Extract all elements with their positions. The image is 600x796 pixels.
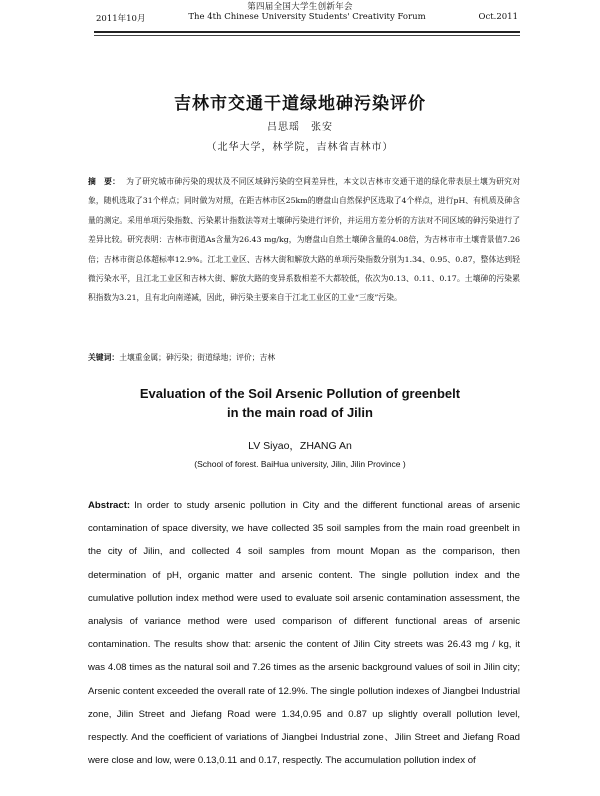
paper-title-cn: 吉林市交通干道绿地砷污染评价: [174, 94, 426, 114]
running-header-date-cn: 2011年10月: [96, 14, 146, 24]
paper-title-en-line2: in the main road of Jilin: [227, 405, 373, 420]
paper-title-en: [0, 384, 600, 422]
abstract-en-label: Abstract:: [88, 500, 131, 511]
affiliation-en: (School of forest. BaiHua university, Jilin, Jilin Province ): [194, 459, 406, 469]
running-header-conference-en: The 4th Chinese University Students' Creativity Forum: [188, 12, 426, 22]
keywords-cn: [88, 348, 520, 367]
abstract-cn: [88, 172, 520, 308]
paper-title-en-line1: Evaluation of the Soil Arsenic Pollution of greenbelt: [139, 386, 461, 401]
running-header-conference-cn: 第四届全国大学生创新年会: [247, 2, 353, 12]
running-header-date-en: Oct.2011: [478, 12, 518, 22]
keywords-cn-text: 土壤重金属；砷污染；街道绿地；评价；吉林: [119, 353, 276, 362]
abstract-en: [88, 494, 520, 772]
abstract-cn-text: 为了研究城市砷污染的现状及不同区域砷污染的空间差异性，本文以吉林市交通干道的绿化带表层土壤为研究对象，随机选取了31个样点；同时做为对照，在距吉林市区25km的磨盘山自然保护区选取了4个样点，进行pH、有机质及砷含量的测定。采用单项污染指数、污染累计指数法等对土壤砷污染进行评价，并运用方差分析的方法对不同区域的砷污染进行了差异比较。研究表明：吉林市街道As含量为26.43 mg/kg，为磨盘山自然土壤砷含量的4.08倍，为吉林市市土壤背景值7.26倍；吉林市街总体超标率12.9%。江北工业区、吉林大街和解放大路的单项污染指数分别为1.34、0.95、0.87，整体达到轻微污染水平，且江北工业区和吉林大街、解放大路的变异系数相差不大都较低，依次为0.13、0.11、0.17。土壤砷的污染累积指数为3.21，且有北向南递减，因此，砷污染主要来自于江北工业区的工业“三废”污染。: [88, 177, 520, 303]
abstract-cn-label: 摘 要：: [88, 177, 121, 186]
authors-cn: 吕思瑶 张安: [267, 122, 333, 133]
keywords-cn-label: 关键词：: [88, 353, 120, 362]
header-rule-thin: [94, 35, 520, 36]
affiliation-cn: （北华大学，林学院，吉林省吉林市）: [206, 142, 394, 153]
authors-en: LV Siyao，ZHANG An: [248, 440, 352, 452]
abstract-en-text: In order to study arsenic pollution in City and the different functional areas of arsenic contamination of space diversity, we have collected 35 soil samples from the main road greenbelt in the city of Jilin, and collected 4 soil samples from mount Mopan as the comparison, then determination of pH, organic matter and arsenic content. The single pollution index and the cumulative pollution index method were used to evaluate soil arsenic contamination assessment, the analysis of variance method were used comparison of different functional areas of arsenic contamination. The results show that: arsenic the content of Jilin City streets was 26.43 mg / kg, it was 4.08 times as the natural soil and 7.26 times as the arsenic background values of soil in Jilin city; Arsenic content exceeded the overall rate of 12.9%. The single pollution indexes of Jiangbei Industrial zone, Jilin Street and Jiefang Road were 1.34,0.95 and 0.87 up slightly overall pollution level, respectly. And the coefficient of variations of Jiangbei Industrial zone、Jilin Street and Jiefang Road were close and low, were 0.13,0.11 and 0.17, respectly. The accumulation pollution index of: [88, 500, 520, 767]
header-rule-thick: [94, 31, 520, 33]
